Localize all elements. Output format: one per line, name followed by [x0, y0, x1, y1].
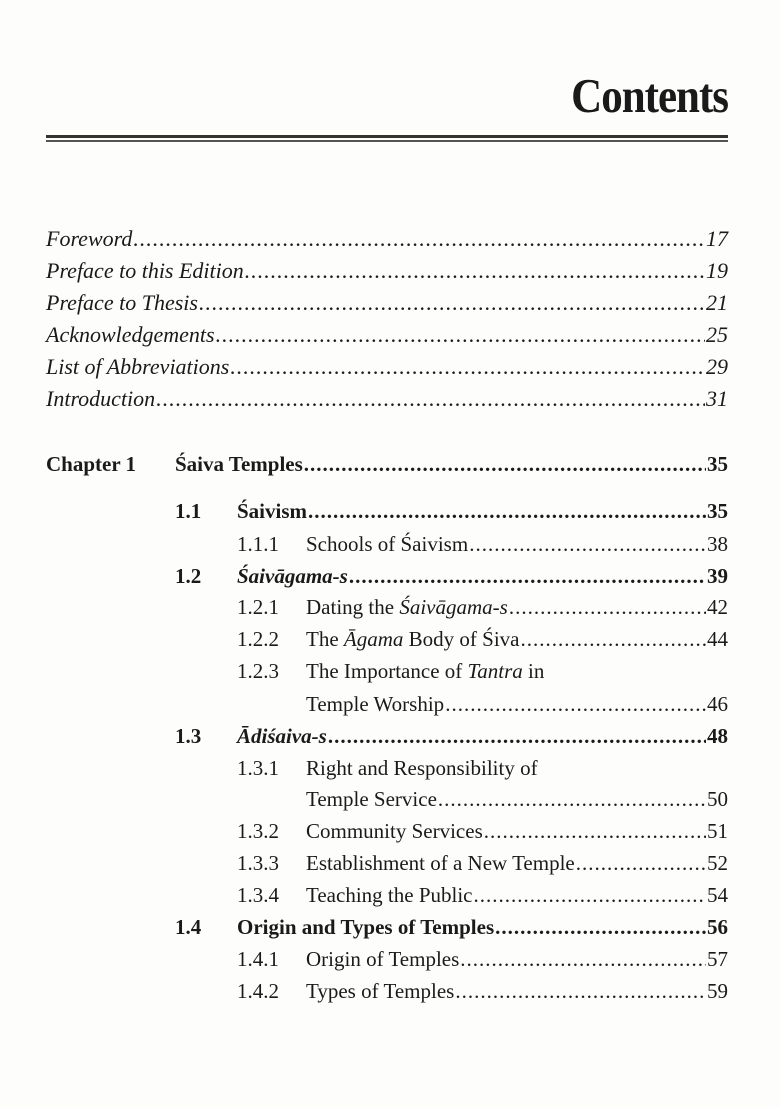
toc-entry-1-2-2[interactable]	[306, 629, 728, 650]
entry-title: Acknowledgements	[46, 322, 215, 347]
entry-title: Schools of Śaivism	[306, 532, 469, 556]
dot-leader	[469, 534, 706, 555]
dot-leader	[308, 501, 706, 522]
entry-title: List of Abbreviations	[46, 354, 230, 379]
entry-page: 19	[706, 258, 728, 283]
entry-title-line2: Temple Service	[306, 787, 437, 811]
entry-page: 50	[707, 787, 728, 811]
entry-title: Origin and Types of Temples	[237, 915, 495, 939]
dot-leader	[473, 885, 706, 906]
toc-entry-introduction[interactable]	[46, 388, 728, 410]
toc-entry-1-4[interactable]	[237, 917, 728, 938]
entry-title-line1	[306, 661, 544, 682]
entry-title: Origin of Temples	[306, 947, 460, 971]
entry-title	[306, 629, 520, 650]
entry-page: 35	[707, 452, 728, 476]
dot-leader	[495, 917, 706, 938]
entry-title: Establishment of a New Temple	[306, 851, 575, 875]
toc-entry-abbreviations[interactable]	[46, 356, 728, 378]
toc-entry-acknowledgements[interactable]	[46, 324, 728, 346]
entry-title: Foreword	[46, 226, 133, 251]
entry-page: 39	[707, 564, 728, 588]
dot-leader	[199, 292, 705, 314]
title-part: Dating the	[306, 595, 400, 619]
heading-rule-thick	[46, 135, 728, 138]
entry-title: Ādiśaiva-s	[237, 724, 327, 748]
dot-leader	[438, 789, 706, 810]
section-number: 1.2.2	[237, 627, 279, 651]
dot-leader	[245, 260, 705, 282]
toc-entry-1-2-3[interactable]	[306, 694, 728, 715]
entry-page: 46	[707, 692, 728, 716]
toc-entry-1-3-4[interactable]	[306, 885, 728, 906]
dot-leader	[576, 853, 706, 874]
toc-entry-preface-edition[interactable]	[46, 260, 728, 282]
entry-title-line2: Temple Worship	[306, 692, 445, 716]
toc-entry-foreword[interactable]	[46, 228, 728, 250]
dot-leader	[156, 388, 705, 410]
section-number: 1.2	[175, 564, 202, 588]
entry-page: 38	[707, 532, 728, 556]
section-number: 1.3.3	[237, 851, 279, 875]
title-part: The	[306, 627, 344, 651]
entry-page: 25	[706, 322, 728, 347]
entry-page: 52	[707, 851, 728, 875]
entry-title: Types of Temples	[306, 979, 455, 1003]
dot-leader	[521, 629, 707, 650]
title-part-italic: Śaivāgama-s	[399, 595, 508, 619]
section-number: 1.4.2	[237, 979, 279, 1003]
dot-leader	[304, 454, 706, 475]
dot-leader	[216, 324, 705, 346]
toc-entry-1-1-1[interactable]	[306, 534, 728, 555]
entry-page: 17	[706, 226, 728, 251]
toc-entry-1-3-2[interactable]	[306, 821, 728, 842]
chapter-label: Chapter 1	[46, 452, 137, 476]
entry-title: Preface to this Edition	[46, 258, 244, 283]
dot-leader	[445, 694, 706, 715]
entry-page: 51	[707, 819, 728, 843]
entry-title: Introduction	[46, 386, 156, 411]
toc-entry-1-4-2[interactable]	[306, 981, 728, 1002]
section-number: 1.4.1	[237, 947, 279, 971]
entry-title-line1: Right and Responsibility of	[306, 756, 538, 780]
dot-leader	[484, 821, 706, 842]
title-part: The Importance of	[306, 659, 468, 683]
dot-leader	[328, 726, 706, 747]
entry-page: 57	[707, 947, 728, 971]
page-title: Contents	[571, 70, 728, 124]
dot-leader	[460, 949, 706, 970]
toc-entry-1-2[interactable]	[237, 566, 728, 587]
section-number: 1.3.1	[237, 756, 279, 780]
title-part-italic: Āgama	[343, 627, 404, 651]
entry-page: 54	[707, 883, 728, 907]
title-part: in	[522, 659, 545, 683]
entry-title: Śaivāgama-s	[237, 564, 348, 588]
toc-entry-preface-thesis[interactable]	[46, 292, 728, 314]
dot-leader	[230, 356, 705, 378]
section-number: 1.2.1	[237, 595, 279, 619]
entry-page: 44	[707, 627, 728, 651]
entry-page: 48	[707, 724, 728, 748]
toc-entry-1-4-1[interactable]	[306, 949, 728, 970]
section-number: 1.3	[175, 724, 202, 748]
entry-title: Teaching the Public	[306, 883, 473, 907]
toc-entry-1-2-1[interactable]	[306, 597, 728, 618]
section-number: 1.1	[175, 499, 202, 523]
toc-entry-1-1[interactable]	[237, 501, 728, 522]
title-part: Body of Śiva	[403, 627, 520, 651]
dot-leader	[509, 597, 706, 618]
entry-page: 42	[707, 595, 728, 619]
dot-leader	[133, 228, 705, 250]
entry-page: 29	[706, 354, 728, 379]
title-part-italic: Tantra	[467, 659, 523, 683]
entry-page: 59	[707, 979, 728, 1003]
dot-leader	[455, 981, 706, 1002]
entry-title	[306, 597, 508, 618]
section-number: 1.3.2	[237, 819, 279, 843]
section-number: 1.4	[175, 915, 202, 939]
toc-entry-1-3[interactable]	[237, 726, 728, 747]
entry-page: 56	[707, 915, 728, 939]
entry-page: 21	[706, 290, 728, 315]
entry-page: 31	[706, 386, 728, 411]
toc-entry-1-3-3[interactable]	[306, 853, 728, 874]
heading-rule-thin	[46, 140, 728, 142]
toc-entry-1-3-1[interactable]	[306, 789, 728, 810]
entry-page: 35	[707, 499, 728, 523]
section-number: 1.2.3	[237, 659, 279, 683]
entry-title: Śaivism	[237, 499, 308, 523]
entry-title: Community Services	[306, 819, 483, 843]
section-number: 1.1.1	[237, 532, 279, 556]
dot-leader	[349, 566, 706, 587]
section-number: 1.3.4	[237, 883, 279, 907]
toc-entry-chapter-1[interactable]	[175, 454, 728, 475]
entry-title: Preface to Thesis	[46, 290, 198, 315]
entry-title: Śaiva Temples	[175, 452, 303, 476]
